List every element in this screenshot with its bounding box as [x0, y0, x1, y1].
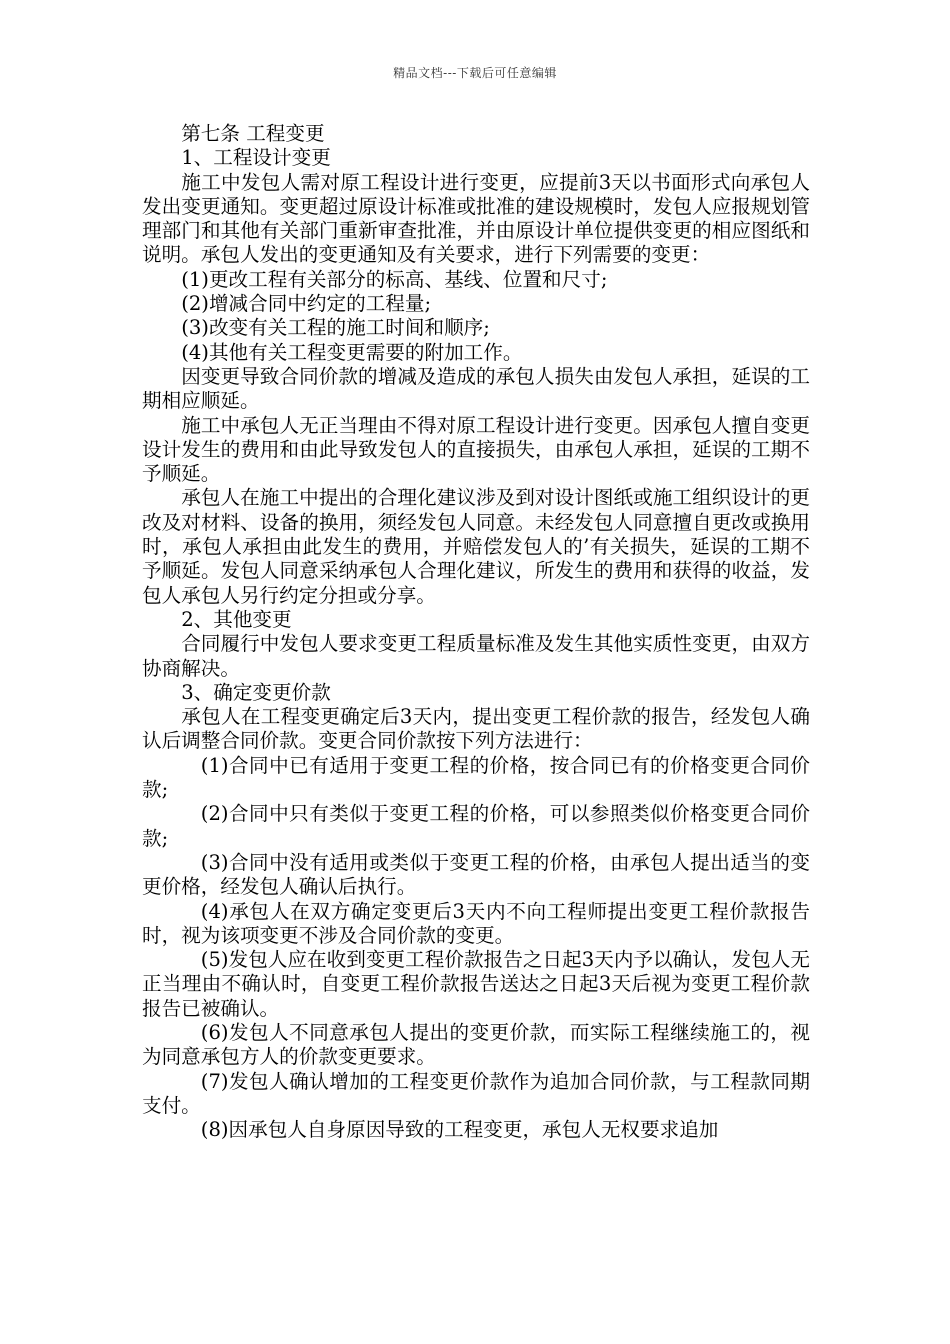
body-paragraph: 合同履行中发包人要求变更工程质量标准及发生其他实质性变更，由双方协商解决。 — [142, 632, 810, 680]
body-paragraph: 承包人在施工中提出的合理化建议涉及到对设计图纸或施工组织设计的更改及对材料、设备的换用，须经发包人同意。未经发包人同意擅自更改或换用时，承包人承担由此发生的费用，并赔偿发包人的’有关损失，延误的工期不予顺延。发包人同意采纳承包人合理化建议，所发生的费用和获得的收益，发包人承包人另行约定分担或分享。 — [142, 486, 810, 607]
method-item: (8)因承包人自身原因导致的工程变更，承包人无权要求追加 — [200, 1118, 719, 1142]
section-heading: 2、其他变更 — [181, 607, 292, 631]
body-paragraph: 施工中承包人无正当理由不得对原工程设计进行变更。因承包人擅自变更设计发生的费用和由此导致发包人的直接损失，由承包人承担，延误的工期不予顺延。 — [142, 413, 810, 486]
method-item: (1)合同中已有适用于变更工程的价格，按合同已有的价格变更合同价款; — [142, 753, 810, 802]
document-body — [142, 122, 810, 1142]
list-item: (1)更改工程有关部分的标高、基线、位置和尺寸; — [181, 267, 608, 291]
body-paragraph: 承包人在工程变更确定后3天内，提出变更工程价款的报告，经发包人确认后调整合同价款。变更合同价款按下列方法进行： — [142, 705, 810, 753]
list-item: (4)其他有关工程变更需要的附加工作。 — [181, 340, 523, 364]
article-title: 第七条 工程变更 — [181, 122, 325, 145]
section-heading: 3、确定变更价款 — [181, 680, 331, 704]
body-paragraph: 施工中发包人需对原工程设计进行变更，应提前3天以书面形式向承包人发出变更通知。变更超过原设计标准或批准的建设规模时，发包人应报规划管理部门和其他有关部门重新审查批准，并由原设计单位提供变更的相应图纸和说明。承包人发出的变更通知及有关要求，进行下列需要的变更： — [142, 170, 810, 267]
section-heading: 1、工程设计变更 — [181, 146, 331, 170]
page-header: 精品文档---下载后可任意编辑 — [393, 66, 557, 80]
method-item: (5)发包人应在收到变更工程价款报告之日起3天内予以确认，发包人无正当理由不确认时，自变更工程价款报告送达之日起3天后视为变更工程价款报告已被确认。 — [142, 948, 810, 1020]
method-item: (7)发包人确认增加的工程变更价款作为追加合同价款，与工程款同期支付。 — [142, 1069, 810, 1117]
list-item: (3)改变有关工程的施工时间和顺序; — [181, 316, 490, 340]
body-paragraph: 因变更导致合同价款的增减及造成的承包人损失由发包人承担，延误的工期相应顺延。 — [142, 364, 810, 413]
method-item: (2)合同中只有类似于变更工程的价格，可以参照类似价格变更合同价款; — [142, 802, 810, 850]
method-item: (3)合同中没有适用或类似于变更工程的价格，由承包人提出适当的变更价格，经发包人确认后执行。 — [142, 850, 810, 899]
method-item: (6)发包人不同意承包人提出的变更价款，而实际工程继续施工的，视为同意承包方人的价款变更要求。 — [142, 1020, 810, 1069]
method-item: (4)承包人在双方确定变更后3天内不向工程师提出变更工程价款报告时，视为该项变更不涉及合同价款的变更。 — [142, 899, 810, 947]
list-item: (2)增减合同中约定的工程量; — [181, 292, 432, 316]
